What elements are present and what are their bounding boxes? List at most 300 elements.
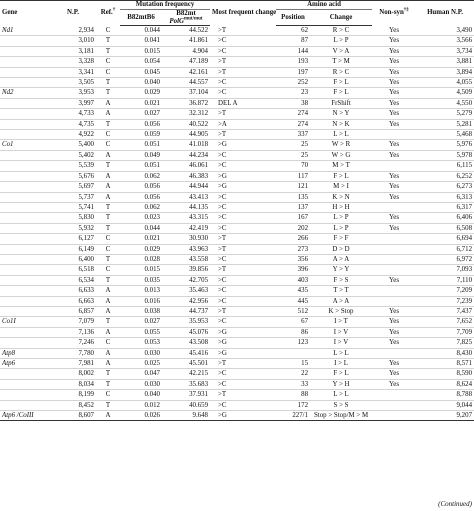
cell-most-frequent-change: >G xyxy=(210,411,276,421)
table-row xyxy=(0,213,474,223)
cell-non-syn: Yes xyxy=(372,223,416,233)
cell-non-syn: Yes xyxy=(372,109,416,119)
cell-freq-b82mtb6: 0.059 xyxy=(120,130,162,140)
cell-most-frequent-change: >C xyxy=(210,213,276,223)
cell-position: 38 xyxy=(276,98,310,108)
cell-most-frequent-change: >G xyxy=(210,338,276,348)
cell-human-np: 6,972 xyxy=(416,254,474,264)
cell-freq-b82mtb6: 0.021 xyxy=(120,98,162,108)
table-row xyxy=(0,286,474,296)
cell-freq-polg: 35.683 xyxy=(162,379,210,389)
cell-amino-acid-change: K > Stop xyxy=(310,306,372,316)
table-row xyxy=(0,150,474,160)
cell-most-frequent-change: >T xyxy=(210,390,276,400)
cell-most-frequent-change: >G xyxy=(210,327,276,337)
cell-human-np: 3,490 xyxy=(416,26,474,36)
cell-human-np: 3,734 xyxy=(416,46,474,56)
cell-freq-polg: 43.963 xyxy=(162,244,210,254)
cell-gene xyxy=(0,338,50,348)
cell-non-syn: Yes xyxy=(372,213,416,223)
cell-freq-b82mtb6: 0.051 xyxy=(120,140,162,150)
cell-freq-polg: 35.463 xyxy=(162,286,210,296)
table-row xyxy=(0,296,474,306)
header-most-frequent-change: Most frequent change xyxy=(210,1,276,26)
cell-human-np: 8,430 xyxy=(416,348,474,358)
cell-ref: A xyxy=(96,296,120,306)
cell-amino-acid-change: A > A xyxy=(310,254,372,264)
cell-non-syn: Yes xyxy=(372,78,416,88)
cell-np: 7,136 xyxy=(50,327,96,337)
header-mutation-frequency: Mutation frequency xyxy=(120,1,210,10)
table-row xyxy=(0,265,474,275)
cell-most-frequent-change: >G xyxy=(210,348,276,358)
cell-freq-b82mtb6: 0.053 xyxy=(120,338,162,348)
cell-freq-b82mtb6: 0.051 xyxy=(120,161,162,171)
cell-amino-acid-change: W > G xyxy=(310,150,372,160)
table-row xyxy=(0,411,474,421)
cell-freq-polg: 9.648 xyxy=(162,411,210,421)
cell-most-frequent-change: >C xyxy=(210,369,276,379)
cell-amino-acid-change: L > L xyxy=(310,390,372,400)
cell-position: 252 xyxy=(276,78,310,88)
cell-human-np: 6,252 xyxy=(416,171,474,181)
cell-freq-b82mtb6: 0.029 xyxy=(120,244,162,254)
cell-ref: C xyxy=(96,234,120,244)
cell-amino-acid-change: F > L xyxy=(310,88,372,98)
cell-human-np: 8,571 xyxy=(416,359,474,369)
cell-position: 33 xyxy=(276,379,310,389)
cell-position: 512 xyxy=(276,306,310,316)
cell-position: 25 xyxy=(276,150,310,160)
cell-np: 3,010 xyxy=(50,36,96,46)
cell-freq-polg: 47.189 xyxy=(162,57,210,67)
cell-amino-acid-change: I > L xyxy=(310,359,372,369)
cell-ref: T xyxy=(96,161,120,171)
header-b82mt-text: B82mt xyxy=(176,10,196,17)
cell-freq-b82mtb6: 0.025 xyxy=(120,359,162,369)
cell-position: 62 xyxy=(276,26,310,36)
header-b82mt-polg xyxy=(162,10,210,26)
cell-human-np: 3,881 xyxy=(416,57,474,67)
cell-most-frequent-change: >T xyxy=(210,109,276,119)
cell-most-frequent-change: >C xyxy=(210,400,276,410)
cell-np: 5,737 xyxy=(50,192,96,202)
cell-np: 3,505 xyxy=(50,78,96,88)
cell-np: 6,518 xyxy=(50,265,96,275)
cell-np: 7,780 xyxy=(50,348,96,358)
cell-amino-acid-change: L > P xyxy=(310,36,372,46)
cell-freq-b82mtb6: 0.055 xyxy=(120,327,162,337)
cell-non-syn xyxy=(372,244,416,254)
cell-position: 23 xyxy=(276,88,310,98)
cell-position: 193 xyxy=(276,57,310,67)
cell-non-syn: Yes xyxy=(372,327,416,337)
cell-gene: Atp6 /CoIII xyxy=(0,411,50,421)
cell-freq-polg: 46.383 xyxy=(162,171,210,181)
cell-non-syn: Yes xyxy=(372,182,416,192)
cell-human-np: 5,978 xyxy=(416,150,474,160)
cell-ref: T xyxy=(96,119,120,129)
cell-gene xyxy=(0,296,50,306)
cell-np: 8,607 xyxy=(50,411,96,421)
cell-human-np: 6,508 xyxy=(416,223,474,233)
cell-amino-acid-change: M > T xyxy=(310,161,372,171)
cell-gene xyxy=(0,171,50,181)
cell-np: 3,953 xyxy=(50,88,96,98)
cell-freq-b82mtb6: 0.016 xyxy=(120,296,162,306)
cell-ref: A xyxy=(96,182,120,192)
table-row xyxy=(0,36,474,46)
cell-position: 15 xyxy=(276,359,310,369)
cell-gene xyxy=(0,130,50,140)
cell-gene xyxy=(0,286,50,296)
cell-freq-polg: 39.856 xyxy=(162,265,210,275)
table-row xyxy=(0,327,474,337)
cell-freq-b82mtb6: 0.021 xyxy=(120,234,162,244)
cell-position: 227/1 xyxy=(276,411,310,421)
cell-amino-acid-change: T > M xyxy=(310,57,372,67)
cell-amino-acid-change: F > F xyxy=(310,234,372,244)
cell-position: 266 xyxy=(276,234,310,244)
cell-np: 7,246 xyxy=(50,338,96,348)
cell-human-np: 4,509 xyxy=(416,88,474,98)
cell-non-syn: Yes xyxy=(372,98,416,108)
cell-freq-b82mtb6: 0.038 xyxy=(120,306,162,316)
cell-position: 88 xyxy=(276,390,310,400)
cell-ref: T xyxy=(96,36,120,46)
cell-most-frequent-change: >G xyxy=(210,182,276,192)
cell-human-np: 6,406 xyxy=(416,213,474,223)
cell-non-syn: Yes xyxy=(372,67,416,77)
cell-most-frequent-change: >T xyxy=(210,359,276,369)
cell-gene: Nd2 xyxy=(0,88,50,98)
cell-ref: C xyxy=(96,390,120,400)
cell-ref: T xyxy=(96,223,120,233)
cell-human-np: 7,209 xyxy=(416,286,474,296)
header-np: N.P. xyxy=(50,1,96,26)
cell-gene xyxy=(0,36,50,46)
header-non-syn-text: Non-syn xyxy=(379,9,404,17)
cell-human-np: 7,709 xyxy=(416,327,474,337)
cell-np: 7,981 xyxy=(50,359,96,369)
cell-non-syn: Yes xyxy=(372,26,416,36)
cell-most-frequent-change: >A xyxy=(210,119,276,129)
cell-ref: A xyxy=(96,109,120,119)
cell-ref: C xyxy=(96,140,120,150)
cell-freq-b82mtb6: 0.029 xyxy=(120,88,162,98)
cell-non-syn: Yes xyxy=(372,119,416,129)
cell-freq-polg: 44.234 xyxy=(162,150,210,160)
cell-freq-polg: 40.522 xyxy=(162,119,210,129)
cell-most-frequent-change: >C xyxy=(210,150,276,160)
cell-freq-polg: 35.953 xyxy=(162,317,210,327)
cell-gene xyxy=(0,265,50,275)
cell-gene xyxy=(0,57,50,67)
cell-gene xyxy=(0,327,50,337)
cell-freq-polg: 43.508 xyxy=(162,338,210,348)
cell-position: 22 xyxy=(276,369,310,379)
cell-freq-polg: 44.944 xyxy=(162,182,210,192)
header-b82mtb6: B82mtB6 xyxy=(120,10,162,26)
cell-ref: C xyxy=(96,338,120,348)
table-row xyxy=(0,98,474,108)
cell-non-syn: Yes xyxy=(372,192,416,202)
cell-amino-acid-change: L > L xyxy=(310,348,372,358)
cell-non-syn xyxy=(372,130,416,140)
cell-human-np: 3,894 xyxy=(416,67,474,77)
cell-human-np: 9,207 xyxy=(416,411,474,421)
table-row xyxy=(0,67,474,77)
cell-ref: T xyxy=(96,78,120,88)
cell-freq-polg: 44.522 xyxy=(162,26,210,36)
cell-gene: Co1 xyxy=(0,140,50,150)
cell-amino-acid-change: FrShift xyxy=(310,98,372,108)
cell-most-frequent-change: >C xyxy=(210,46,276,56)
cell-np: 5,676 xyxy=(50,171,96,181)
cell-gene xyxy=(0,234,50,244)
cell-freq-polg: 44.135 xyxy=(162,202,210,212)
cell-position: 202 xyxy=(276,223,310,233)
cell-amino-acid-change: F > L xyxy=(310,369,372,379)
cell-amino-acid-change: H > H xyxy=(310,202,372,212)
cell-gene xyxy=(0,213,50,223)
cell-ref: A xyxy=(96,348,120,358)
cell-gene xyxy=(0,379,50,389)
cell-amino-acid-change: Y > H xyxy=(310,379,372,389)
table-row xyxy=(0,390,474,400)
cell-non-syn xyxy=(372,234,416,244)
cell-most-frequent-change: >C xyxy=(210,78,276,88)
cell-human-np: 5,281 xyxy=(416,119,474,129)
cell-human-np: 6,712 xyxy=(416,244,474,254)
cell-freq-b82mtb6: 0.023 xyxy=(120,213,162,223)
cell-gene xyxy=(0,306,50,316)
table-row xyxy=(0,130,474,140)
cell-human-np: 8,590 xyxy=(416,369,474,379)
cell-ref: T xyxy=(96,202,120,212)
cell-human-np: 6,313 xyxy=(416,192,474,202)
cell-np: 5,402 xyxy=(50,150,96,160)
cell-position: 273 xyxy=(276,244,310,254)
cell-non-syn xyxy=(372,390,416,400)
cell-most-frequent-change: >T xyxy=(210,265,276,275)
cell-human-np: 5,976 xyxy=(416,140,474,150)
cell-position: 67 xyxy=(276,317,310,327)
cell-non-syn xyxy=(372,411,416,421)
header-change: Change xyxy=(310,10,372,26)
cell-np: 6,127 xyxy=(50,234,96,244)
cell-non-syn: Yes xyxy=(372,171,416,181)
cell-most-frequent-change: >C xyxy=(210,254,276,264)
cell-most-frequent-change: >T xyxy=(210,234,276,244)
cell-gene xyxy=(0,400,50,410)
cell-amino-acid-change: Y > Y xyxy=(310,265,372,275)
cell-freq-polg: 43.315 xyxy=(162,213,210,223)
cell-position: 356 xyxy=(276,254,310,264)
cell-freq-b82mtb6: 0.045 xyxy=(120,67,162,77)
cell-non-syn xyxy=(372,400,416,410)
cell-position: 337 xyxy=(276,130,310,140)
cell-human-np: 6,317 xyxy=(416,202,474,212)
cell-amino-acid-change: T > T xyxy=(310,286,372,296)
cell-np: 4,922 xyxy=(50,130,96,140)
cell-human-np: 6,694 xyxy=(416,234,474,244)
header-ref-sup: † xyxy=(112,7,116,13)
cell-gene xyxy=(0,244,50,254)
cell-gene xyxy=(0,182,50,192)
table-row xyxy=(0,254,474,264)
cell-human-np: 6,273 xyxy=(416,182,474,192)
table-row xyxy=(0,234,474,244)
cell-gene xyxy=(0,98,50,108)
table-row xyxy=(0,26,474,36)
table-row xyxy=(0,244,474,254)
cell-human-np: 5,279 xyxy=(416,109,474,119)
cell-np: 8,034 xyxy=(50,379,96,389)
cell-ref: T xyxy=(96,213,120,223)
cell-freq-b82mtb6: 0.056 xyxy=(120,182,162,192)
cell-freq-polg: 36.872 xyxy=(162,98,210,108)
cell-ref: A xyxy=(96,359,120,369)
table-row xyxy=(0,140,474,150)
cell-position: 144 xyxy=(276,46,310,56)
cell-human-np: 4,055 xyxy=(416,78,474,88)
cell-freq-b82mtb6: 0.035 xyxy=(120,275,162,285)
cell-most-frequent-change: >C xyxy=(210,317,276,327)
cell-gene xyxy=(0,78,50,88)
cell-amino-acid-change: R > C xyxy=(310,26,372,36)
table-row xyxy=(0,359,474,369)
cell-gene xyxy=(0,46,50,56)
cell-gene: Co1I xyxy=(0,317,50,327)
cell-freq-polg: 45.416 xyxy=(162,348,210,358)
table-row xyxy=(0,46,474,56)
cell-position: 121 xyxy=(276,182,310,192)
table-row xyxy=(0,88,474,98)
cell-amino-acid-change: N > K xyxy=(310,119,372,129)
cell-non-syn: Yes xyxy=(372,359,416,369)
header-ref-text: Ref. xyxy=(100,9,113,17)
cell-position: 87 xyxy=(276,36,310,46)
cell-np: 6,534 xyxy=(50,275,96,285)
cell-gene xyxy=(0,161,50,171)
cell-freq-b82mtb6: 0.044 xyxy=(120,223,162,233)
cell-np: 3,328 xyxy=(50,57,96,67)
cell-freq-polg: 40.659 xyxy=(162,400,210,410)
cell-non-syn: Yes xyxy=(372,46,416,56)
cell-position: 435 xyxy=(276,286,310,296)
cell-ref: T xyxy=(96,400,120,410)
cell-most-frequent-change: >C xyxy=(210,286,276,296)
cell-human-np: 5,468 xyxy=(416,130,474,140)
cell-freq-polg: 44.737 xyxy=(162,306,210,316)
cell-ref: T xyxy=(96,254,120,264)
cell-freq-b82mtb6: 0.056 xyxy=(120,192,162,202)
cell-freq-polg: 45.076 xyxy=(162,327,210,337)
cell-ref: T xyxy=(96,379,120,389)
cell-freq-b82mtb6: 0.056 xyxy=(120,119,162,129)
cell-ref: C xyxy=(96,26,120,36)
cell-np: 8,199 xyxy=(50,390,96,400)
cell-non-syn: Yes xyxy=(372,379,416,389)
table-row xyxy=(0,306,474,316)
cell-ref: A xyxy=(96,171,120,181)
cell-amino-acid-change: S > S xyxy=(310,400,372,410)
cell-np: 4,733 xyxy=(50,109,96,119)
table-row xyxy=(0,348,474,358)
header-amino-acid: Amino acid xyxy=(276,1,372,10)
cell-freq-polg: 44.557 xyxy=(162,78,210,88)
cell-most-frequent-change: >C xyxy=(210,161,276,171)
cell-ref: A xyxy=(96,327,120,337)
cell-most-frequent-change: >C xyxy=(210,275,276,285)
cell-freq-b82mtb6: 0.027 xyxy=(120,317,162,327)
cell-ref: C xyxy=(96,265,120,275)
cell-non-syn: Yes xyxy=(372,275,416,285)
table-row xyxy=(0,400,474,410)
cell-human-np: 7,093 xyxy=(416,265,474,275)
cell-amino-acid-change: M > I xyxy=(310,182,372,192)
cell-non-syn: Yes xyxy=(372,88,416,98)
header-non-syn-sup: †‡ xyxy=(403,7,409,13)
cell-amino-acid-change: L > L xyxy=(310,130,372,140)
cell-gene xyxy=(0,223,50,233)
cell-ref: T xyxy=(96,317,120,327)
cell-freq-polg: 43.558 xyxy=(162,254,210,264)
cell-amino-acid-change: Stop > Stop/M > M xyxy=(310,411,372,421)
cell-non-syn xyxy=(372,202,416,212)
cell-position: 172 xyxy=(276,400,310,410)
cell-non-syn xyxy=(372,161,416,171)
cell-np: 3,341 xyxy=(50,67,96,77)
cell-human-np: 8,788 xyxy=(416,390,474,400)
cell-gene xyxy=(0,369,50,379)
cell-non-syn: Yes xyxy=(372,57,416,67)
table-row xyxy=(0,369,474,379)
cell-ref: A xyxy=(96,98,120,108)
header-position: Position xyxy=(276,10,310,26)
cell-amino-acid-change: A > A xyxy=(310,296,372,306)
cell-human-np: 7,110 xyxy=(416,275,474,285)
cell-freq-b82mtb6: 0.047 xyxy=(120,369,162,379)
cell-freq-b82mtb6: 0.030 xyxy=(120,348,162,358)
header-polg-sup: mut/mut xyxy=(183,16,203,22)
cell-amino-acid-change: N > Y xyxy=(310,109,372,119)
cell-non-syn xyxy=(372,286,416,296)
table-row xyxy=(0,182,474,192)
cell-amino-acid-change: R > C xyxy=(310,67,372,77)
cell-human-np: 7,652 xyxy=(416,317,474,327)
cell-np: 6,857 xyxy=(50,306,96,316)
cell-np: 5,830 xyxy=(50,213,96,223)
cell-gene xyxy=(0,254,50,264)
table-row xyxy=(0,78,474,88)
cell-gene xyxy=(0,119,50,129)
cell-amino-acid-change: I > T xyxy=(310,317,372,327)
cell-position: 445 xyxy=(276,296,310,306)
cell-np: 5,697 xyxy=(50,182,96,192)
cell-non-syn xyxy=(372,348,416,358)
cell-position: 137 xyxy=(276,202,310,212)
cell-freq-b82mtb6: 0.015 xyxy=(120,265,162,275)
header-non-syn xyxy=(372,1,416,26)
cell-amino-acid-change: F > S xyxy=(310,275,372,285)
cell-human-np: 7,239 xyxy=(416,296,474,306)
cell-ref: C xyxy=(96,130,120,140)
cell-amino-acid-change: W > R xyxy=(310,140,372,150)
cell-amino-acid-change: F > L xyxy=(310,171,372,181)
cell-freq-polg: 46.061 xyxy=(162,161,210,171)
